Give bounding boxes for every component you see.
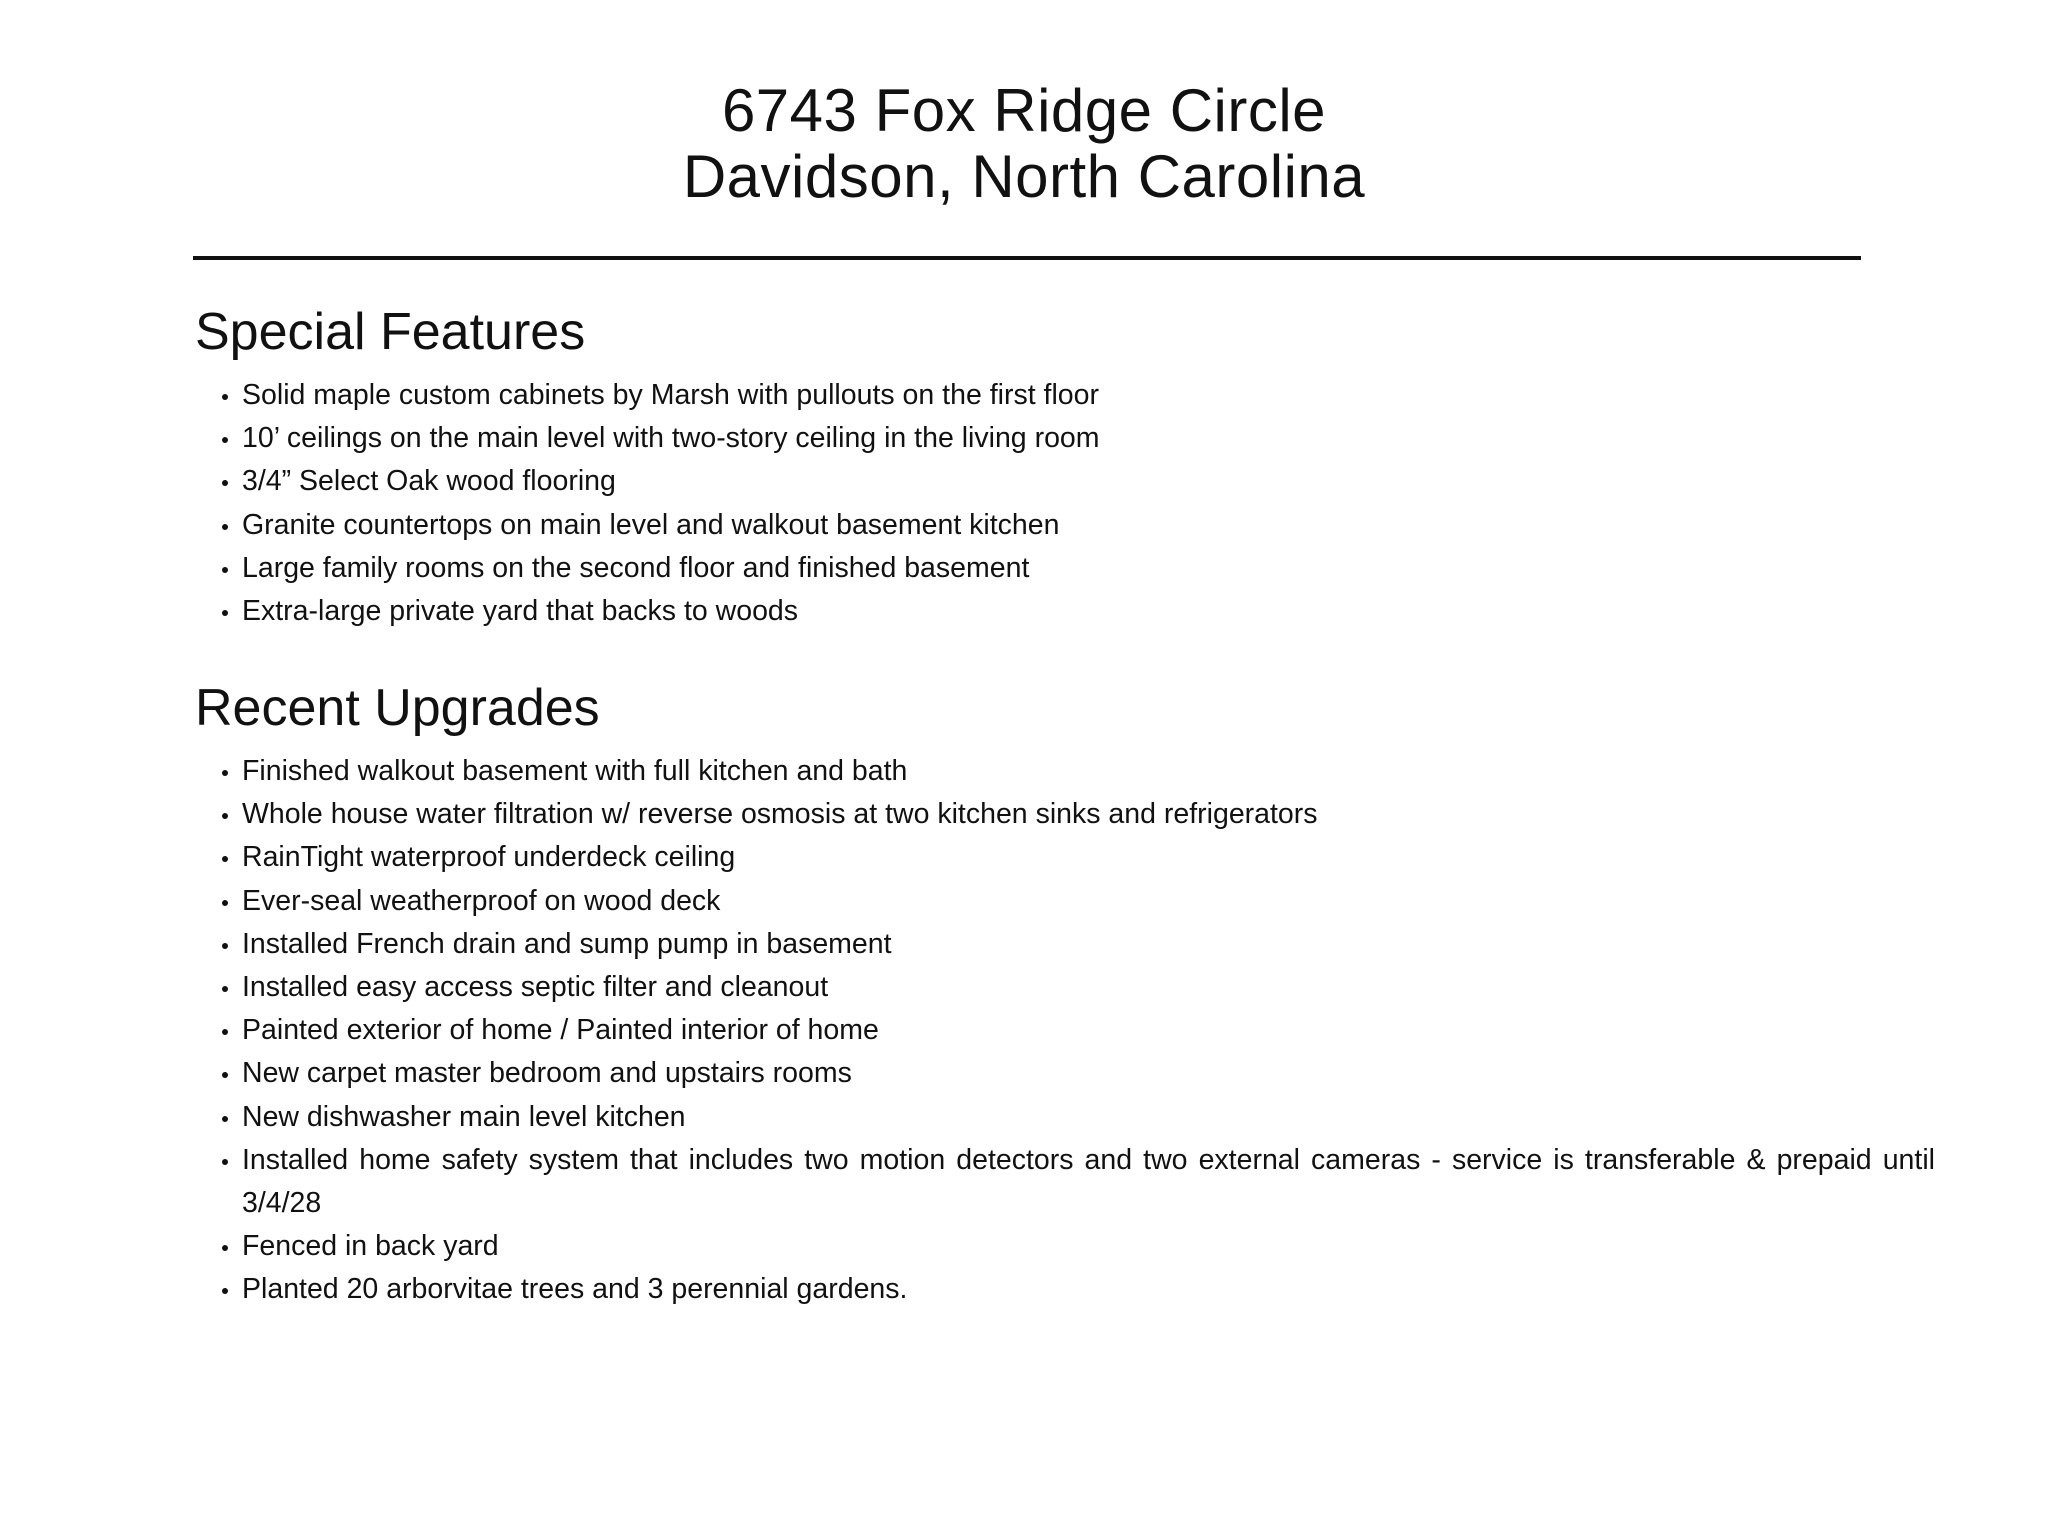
bullet-icon [222,437,228,443]
recent-upgrades-section [195,678,1935,1312]
list-item [195,1139,1935,1225]
list-item-text: Fenced in back yard [242,1230,499,1263]
bullet-icon [222,813,228,819]
bullet-icon [222,1245,228,1251]
header-divider [193,256,1861,260]
recent-upgrades-list [195,750,1935,1312]
list-item [195,750,1935,793]
address-line: 6743 Fox Ridge Circle [721,77,1327,144]
list-item [195,880,1935,923]
city-line: Davidson, North Carolina [682,143,1366,210]
list-item-text: Installed home safety system that includes two motion detectors and two external cameras - service is transferable & prepaid until 3/4/28 [242,1143,1935,1220]
special-features-heading: Special Features [195,303,586,361]
special-features-section [195,302,1935,633]
list-item-text: Granite countertops on main level and walkout basement kitchen [242,508,1060,541]
list-item-text: Finished walkout basement with full kitchen and bath [242,755,908,787]
list-item-text: New dishwasher main level kitchen [242,1100,686,1133]
bullet-icon [222,943,228,949]
list-item-text: Solid maple custom cabinets by Marsh with pullouts on the first floor [242,379,1099,411]
list-item [195,1268,1935,1311]
bullet-icon [222,986,228,992]
bullet-icon [222,900,228,906]
list-item [195,793,1935,836]
bullet-icon [222,856,228,862]
property-header [0,78,2048,210]
list-item-text: 3/4” Select Oak wood flooring [242,465,616,498]
list-item [195,836,1935,879]
bullet-icon [222,567,228,573]
bullet-icon [222,1288,228,1294]
list-item [195,966,1935,1009]
bullet-icon [222,610,228,616]
list-item [195,1052,1935,1095]
list-item [195,1225,1935,1268]
list-item-text: Installed French drain and sump pump in basement [242,927,892,960]
list-item [195,374,1935,417]
bullet-icon [222,1072,228,1078]
bullet-icon [222,1159,228,1165]
bullet-icon [222,770,228,776]
bullet-icon [222,394,228,400]
list-item [195,504,1935,547]
list-item [195,417,1935,460]
list-item [195,1009,1935,1052]
list-item-text: RainTight waterproof underdeck ceiling [242,841,736,874]
list-item-text: New carpet master bedroom and upstairs rooms [242,1057,852,1090]
list-item-text: 10’ ceilings on the main level with two-story ceiling in the living room [242,422,1100,455]
bullet-icon [222,524,228,530]
list-item [195,590,1935,633]
list-item-text: Installed easy access septic filter and cleanout [242,971,829,1004]
list-item-text: Extra-large private yard that backs to woods [242,595,799,628]
recent-upgrades-heading: Recent Upgrades [195,679,600,737]
list-item-text: Whole house water filtration w/ reverse osmosis at two kitchen sinks and refrigerators [242,798,1318,831]
bullet-icon [222,480,228,486]
list-item-text: Painted exterior of home / Painted interior of home [242,1014,879,1047]
bullet-icon [222,1116,228,1122]
list-item-text: Large family rooms on the second floor and finished basement [242,551,1030,584]
list-item [195,547,1935,590]
special-features-list [195,374,1935,633]
list-item [195,1096,1935,1139]
list-item-text: Ever-seal weatherproof on wood deck [242,884,721,917]
bullet-icon [222,1029,228,1035]
list-item [195,460,1935,503]
list-item-text: Planted 20 arborvitae trees and 3 perennial gardens. [242,1273,908,1306]
list-item [195,923,1935,966]
